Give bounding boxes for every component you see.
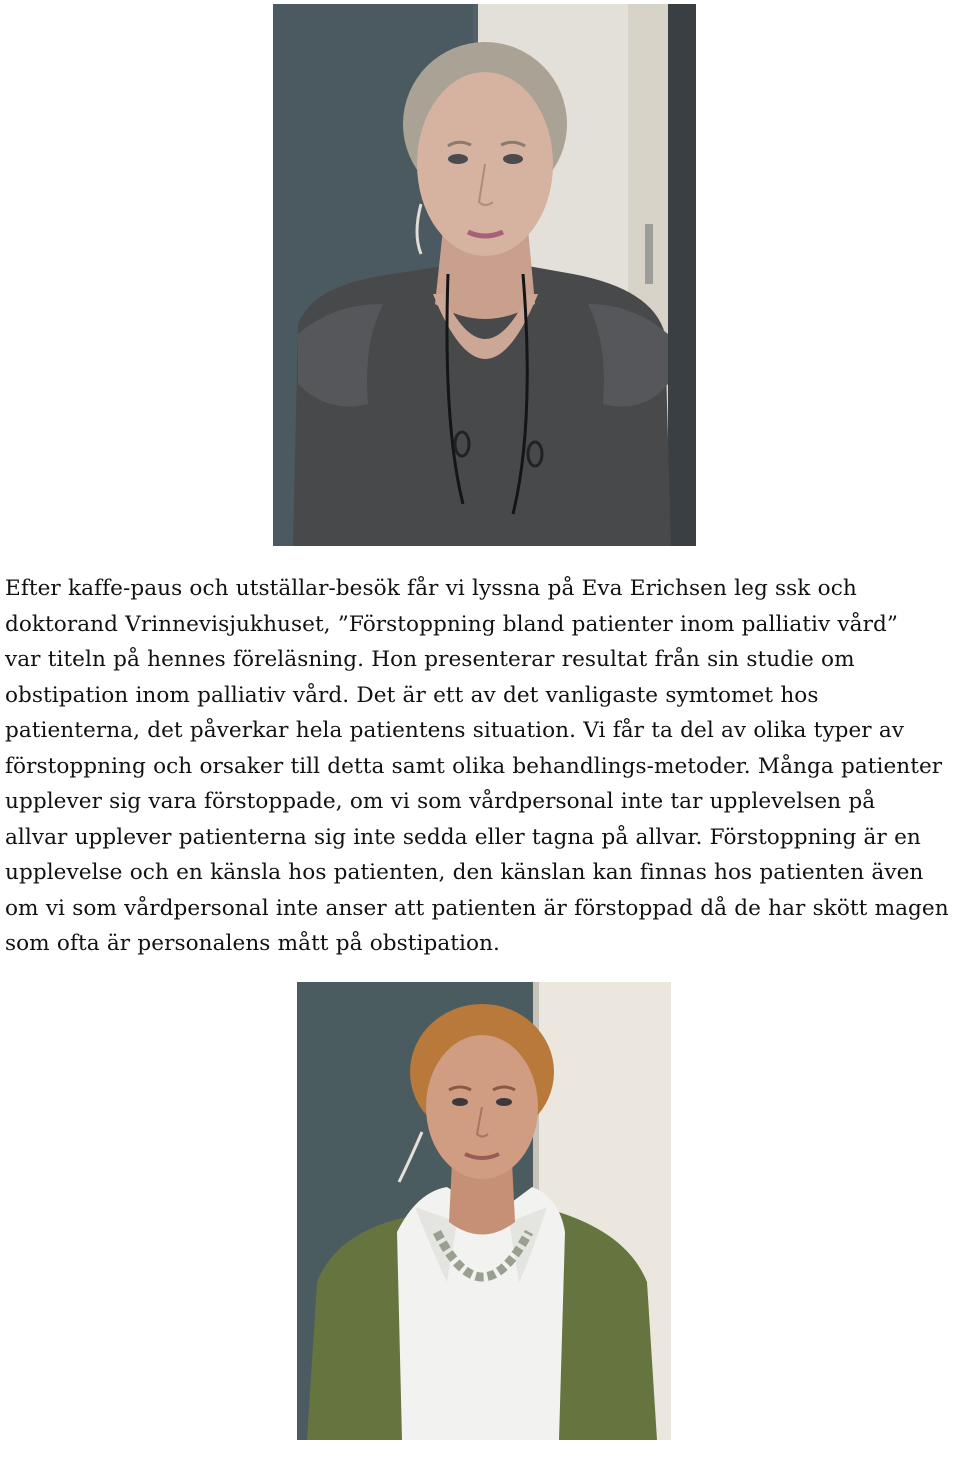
portrait-illustration-top: [273, 4, 696, 546]
article-text: [5, 571, 960, 962]
article-line: förstoppning och orsaker till detta samt olika behandlings-metoder. Många patienter: [5, 753, 943, 779]
article-line: upplevelse och en känsla hos patienten, den känslan kan finnas hos patienten även: [5, 860, 924, 885]
article-line: var titeln på hennes föreläsning. Hon presenterar resultat från sin studie om: [5, 647, 855, 672]
speaker-photo-top: [273, 4, 696, 546]
article-line: doktorand Vrinnevisjukhuset, ”Förstoppning bland patienter inom palliativ vård”: [5, 611, 898, 637]
article-line: patienterna, det påverkar hela patientens situation. Vi får ta del av olika typer av: [5, 718, 905, 743]
article-line: som ofta är personalens mått på obstipation.: [5, 931, 500, 956]
article-line: upplever sig vara förstoppade, om vi som vårdpersonal inte tar upplevelsen på: [5, 789, 876, 814]
article-line: allvar upplever patienterna sig inte sedda eller tagna på allvar. Förstoppning är en: [5, 824, 921, 850]
portrait-illustration-bottom: [297, 982, 671, 1440]
article-line: om vi som vårdpersonal inte anser att patienten är förstoppad då de har skött magen: [5, 895, 949, 921]
article-paragraph: [5, 571, 960, 962]
article-line: obstipation inom palliativ vård. Det är ett av det vanligaste symtomet hos: [5, 682, 819, 708]
article-line: Efter kaffe-paus och utställar-besök får vi lyssna på Eva Erichsen leg ssk och: [5, 576, 857, 601]
speaker-photo-bottom: [297, 982, 671, 1440]
